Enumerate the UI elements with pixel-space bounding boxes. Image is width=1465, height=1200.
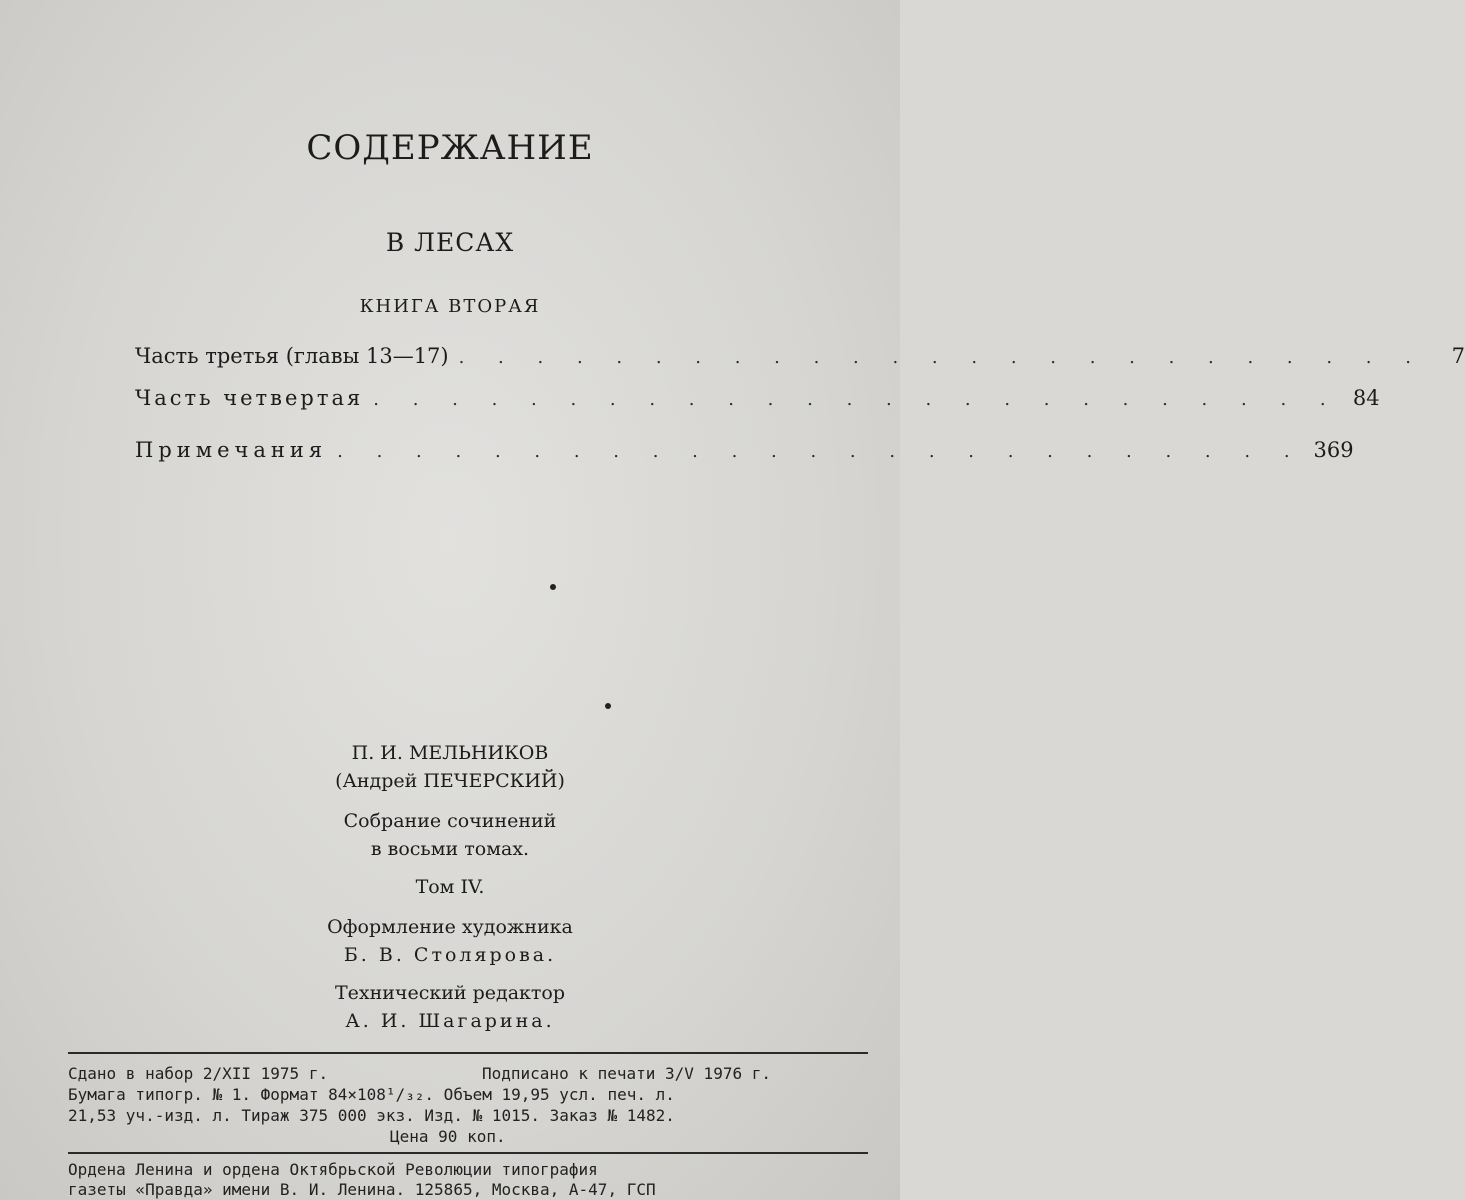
- toc-entry-page: 369: [1313, 438, 1354, 462]
- ornament-dot: [550, 584, 556, 590]
- editor-name: А. И. Шагарина.: [345, 1010, 555, 1032]
- toc-entry-label: Часть четвертая: [135, 386, 364, 410]
- printer-line-1: Ордена Ленина и ордена Октябрьской Революции типография: [68, 1160, 598, 1179]
- imprint-paper-format: Бумага типогр. № 1. Формат 84×108¹/₃₂. Объем 19,95 усл. печ. л.: [68, 1085, 675, 1104]
- toc-entry-label: Часть третья (главы 13—17): [135, 344, 449, 368]
- toc-leader-dots: . . . . . . . . . . . . . . . . . . . . . . . . .: [373, 389, 1340, 410]
- toc-leader-dots: . . . . . . . . . . . . . . . . . . . . . . . . .: [337, 441, 1304, 462]
- imprint-print-run: 21,53 уч.-изд. л. Тираж 375 000 экз. Изд. № 1015. Заказ № 1482.: [68, 1106, 675, 1125]
- author-pseudonym: (Андрей ПЕЧЕРСКИЙ): [335, 770, 565, 792]
- designer-name: Б. В. Столярова.: [343, 944, 557, 966]
- toc-entry-page: 84: [1352, 386, 1380, 410]
- work-title: В ЛЕСАХ: [385, 228, 515, 257]
- imprint-bottom-rule: [68, 1152, 868, 1154]
- toc-leader-dots: . . . . . . . . . . . . . . . . . . . . . . . . .: [458, 347, 1425, 368]
- contents-heading: СОДЕРЖАНИЕ: [306, 128, 594, 168]
- author-name: П. И. МЕЛЬНИКОВ: [351, 742, 549, 764]
- toc-entry[interactable]: [135, 344, 1465, 378]
- collection-line-1: Собрание сочинений: [343, 810, 557, 832]
- imprint-signed-date: Подписано к печати 3/V 1976 г.: [482, 1064, 771, 1083]
- toc-entry[interactable]: [135, 438, 1354, 472]
- toc-entry-page: 7: [1451, 344, 1465, 368]
- book-title: КНИГА ВТОРАЯ: [359, 296, 541, 317]
- collection-line-2: в восьми томах.: [370, 838, 530, 860]
- printer-line-2: газеты «Правда» имени В. И. Ленина. 125865, Москва, А-47, ГСП: [68, 1180, 656, 1199]
- imprint-typeset-date: Сдано в набор 2/XII 1975 г.: [68, 1064, 329, 1083]
- toc-entry[interactable]: [135, 386, 1380, 420]
- ornament-dot: [605, 703, 611, 709]
- imprint-price: Цена 90 коп.: [390, 1127, 506, 1146]
- volume-number: Том IV.: [415, 876, 485, 898]
- design-label: Оформление художника: [327, 916, 573, 938]
- editor-label: Технический редактор: [334, 982, 566, 1004]
- toc-entry-label: Примечания: [135, 438, 328, 462]
- imprint-top-rule: [68, 1052, 868, 1054]
